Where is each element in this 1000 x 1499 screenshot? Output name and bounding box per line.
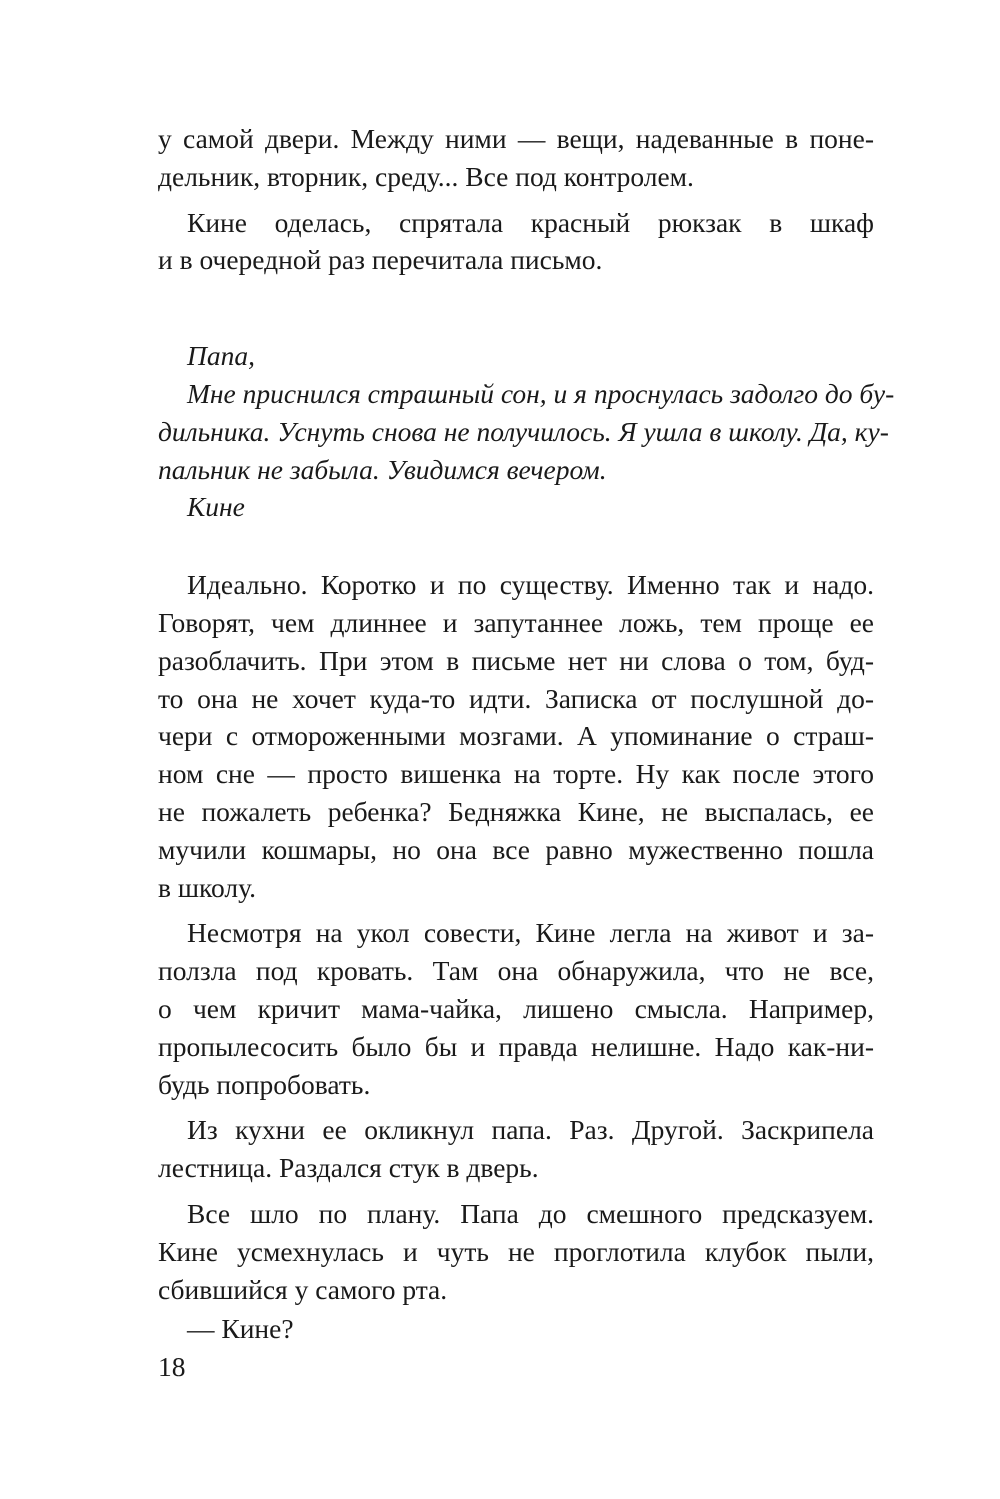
text-line: мучили кошмары, но она все равно мужественно пошла — [158, 833, 874, 865]
letter-line: дильника. Уснуть снова не получилось. Я ушла в школу. Да, ку- — [158, 415, 889, 447]
text-line: дельник, вторник, среду... Все под контролем. — [158, 160, 694, 192]
text-line: у самой двери. Между ними — вещи, надеванные в поне- — [158, 123, 874, 154]
letter — [158, 337, 895, 526]
text-line: Из кухни ее окликнул папа. Раз. Другой. Заскрипела — [187, 1114, 874, 1146]
text-line: лестница. Раздался стук в дверь. — [158, 1152, 539, 1184]
paragraph — [158, 914, 874, 1103]
paragraph — [158, 1111, 874, 1187]
text-line: Говорят, чем длиннее и запутаннее ложь, тем проще ее — [158, 606, 874, 638]
text-line: ползла под кровать. Там она обнаружила, что не все, — [158, 955, 874, 987]
text-line: — Кине? — [187, 1313, 294, 1345]
text-line: чери с отмороженными мозгами. А упоминание о страш- — [158, 720, 874, 752]
text-line: и в очередной раз перечитала письмо. — [158, 244, 603, 276]
text-line: пропылесосить было бы и правда нелишне. Надо как-ни- — [158, 1030, 874, 1062]
letter-line: Мне приснился страшный сон, и я проснулась задолго до бу- — [187, 377, 895, 409]
page-body — [158, 120, 895, 1348]
text-line: о чем кричит мама-чайка, лишено смысла. Например, — [158, 992, 874, 1024]
text-line: Идеально. Коротко и по существу. Именно так и надо. — [187, 569, 874, 601]
paragraph — [158, 1195, 874, 1308]
dialogue-line — [158, 1310, 874, 1348]
text-line: в школу. — [158, 871, 256, 903]
text-line: не пожалеть ребенка? Бедняжка Кине, не выспалась, ее — [158, 795, 874, 827]
letter-salutation: Папа, — [187, 340, 255, 372]
paragraph — [158, 120, 874, 196]
letter-line: пальник не забыла. Увидимся вечером. — [158, 453, 607, 485]
paragraph-continued — [158, 241, 874, 279]
text-line: сбившийся у самого рта. — [158, 1273, 448, 1305]
text-line: Все шло по плану. Папа до смешного предсказуем. — [187, 1197, 874, 1229]
page-number: 18 — [158, 1351, 186, 1382]
paragraph — [158, 566, 874, 906]
text-line: Кине оделась, спрятала красный рюкзак в шкаф — [187, 206, 874, 238]
text-line: Несмотря на укол совести, Кине легла на живот и за- — [187, 917, 874, 949]
text-line: разоблачить. При этом в письме нет ни слова о том, буд- — [158, 644, 874, 676]
text-line: то она не хочет куда-то идти. Записка от послушной до- — [158, 682, 874, 714]
text-line: ном сне — просто вишенка на торте. Ну как после этого — [158, 758, 874, 790]
letter-signature: Кине — [187, 491, 245, 523]
paragraph — [158, 204, 874, 242]
text-line: Кине усмехнулась и чуть не проглотила клубок пыли, — [158, 1235, 874, 1267]
text-line: будь попробовать. — [158, 1068, 371, 1100]
